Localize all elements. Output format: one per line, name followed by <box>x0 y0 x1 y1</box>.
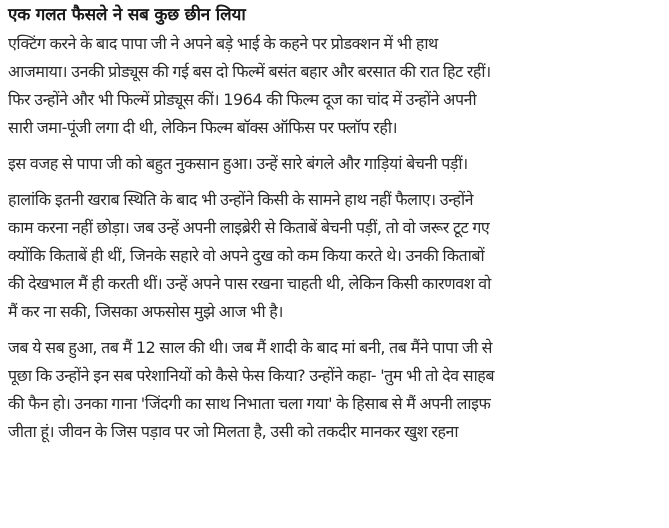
paragraph-line: क्योंकि किताबें ही थीं, जिनके सहारे वो अपने दुख को कम किया करते थे। उनकी किताबों <box>8 246 485 265</box>
paragraph-loss <box>8 150 663 178</box>
paragraph-line: जीता हूं। जीवन के जिस पड़ाव पर जो मिलता है, उसी को तकदीर मानकर खुश रहना <box>8 422 459 441</box>
paragraph-life-lesson <box>8 334 663 446</box>
paragraph-line: सारी जमा-पूंजी लगा दी थी, लेकिन फिल्म बॉक्स ऑफिस पर फ्लॉप रही। <box>8 118 398 137</box>
article-subheading: एक गलत फैसले ने सब कुछ छीन लिया <box>8 5 246 25</box>
paragraph-line: काम करना नहीं छोड़ा। जब उन्हें अपनी लाइब्रेरी से किताबें बेचनी पड़ीं, तो वो जरूर टूट गए <box>8 218 490 237</box>
paragraph-line: एक्टिंग करने के बाद पापा जी ने अपने बड़े भाई के कहने पर प्रोडक्शन में भी हाथ <box>8 34 438 53</box>
paragraph-line: हालांकि इतनी खराब स्थिति के बाद भी उन्होंने किसी के सामने हाथ नहीं फैलाए। उन्होंने <box>8 190 474 209</box>
paragraph-line: पूछा कि उन्होंने इन सब परेशानियों को कैसे फेस किया? उन्होंने कहा- 'तुम भी तो देव साहब <box>8 366 495 385</box>
paragraph-line: फिर उन्होंने और भी फिल्में प्रोड्यूस कीं। 1964 की फिल्म दूज का चांद में उन्होंने अपनी <box>8 90 477 109</box>
paragraph-line: इस वजह से पापा जी को बहुत नुकसान हुआ। उन्हें सारे बंगले और गाड़ियां बेचनी पड़ीं। <box>8 154 468 173</box>
paragraph-line: मैं कर ना सकी, जिसका अफसोस मुझे आज भी है। <box>8 302 283 321</box>
paragraph-library <box>8 186 663 326</box>
paragraph-line: जब ये सब हुआ, तब मैं 12 साल की थी। जब मैं शादी के बाद मां बनी, तब मैंने पापा जी से <box>8 338 493 357</box>
paragraph-line: की देखभाल मैं ही करती थीं। उन्हें अपने पास रखना चाहती थी, लेकिन किसी कारणवश वो <box>8 274 491 293</box>
paragraph-line: आजमाया। उनकी प्रोड्यूस की गई बस दो फिल्में बसंत बहार और बरसात की रात हिट रहीं। <box>8 62 491 81</box>
paragraph-line: की फैन हो। उनका गाना 'जिंदगी का साथ निभाता चला गया' के हिसाब से मैं अपनी लाइफ <box>8 394 491 413</box>
article-body <box>8 3 663 454</box>
paragraph-production <box>8 30 663 142</box>
